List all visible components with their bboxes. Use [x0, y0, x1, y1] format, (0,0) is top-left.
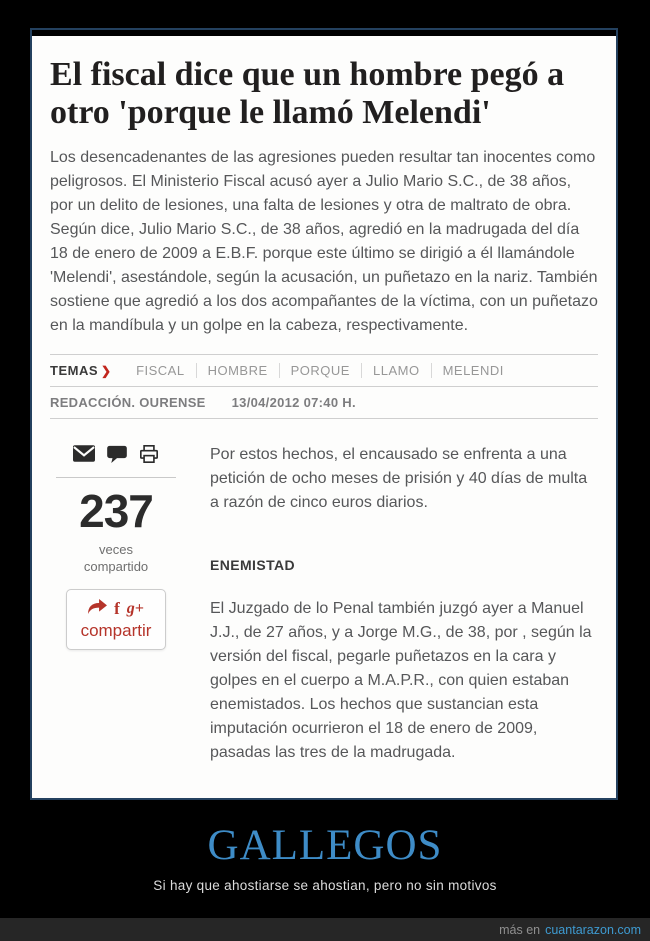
topics-bar	[50, 355, 598, 386]
byline-source: REDACCIÓN. OURENSE	[50, 395, 206, 411]
article-text-column	[182, 441, 598, 765]
share-arrow-icon	[88, 599, 107, 619]
topic-tag-melendi[interactable]: MELENDI	[442, 363, 504, 379]
topics-label: TEMAS	[50, 363, 98, 379]
share-column	[50, 441, 182, 765]
topic-tag-llamo[interactable]: LLAMO	[362, 363, 432, 378]
poster-subtitle: Si hay que ahostiarse se ahostian, pero no sin motivos	[153, 878, 497, 894]
article-content	[32, 36, 616, 765]
chevron-right-icon: ❯	[101, 363, 112, 378]
article-paragraph: El Juzgado de lo Penal también juzgó ayer a Manuel J.J., de 27 años, y a Jorge M.G., de 38, por , según la versión del fiscal, pegarle puñetazos en la cara y golpes en el cuerpo a M.A.P.R., con quien estaban enemistados. Los hechos que sustancian esta imputación ocurrieron el 18 de enero de 2009, pasadas las tres de la madrugada.	[210, 600, 592, 762]
share-count: 237	[79, 485, 153, 538]
divider	[50, 418, 598, 419]
share-button-icons	[81, 599, 152, 619]
watermark-site-link[interactable]: cuantarazon.com	[545, 922, 641, 937]
topic-tag-fiscal[interactable]: FISCAL	[125, 363, 197, 378]
article-screenshot-frame	[30, 28, 618, 800]
email-icon[interactable]	[73, 445, 95, 463]
article-subheading: ENEMISTAD	[210, 557, 296, 574]
article-headline: El fiscal dice que un hombre pegó a otro 'porque le llamó Melendi'	[50, 56, 565, 132]
article-tools	[50, 445, 182, 463]
print-icon[interactable]	[139, 445, 159, 463]
article-body-columns	[50, 441, 598, 765]
byline-datetime: 13/04/2012 07:40 H.	[231, 395, 356, 411]
article-intro: Los desencadenantes de las agresiones pueden resultar tan inocentes como peligrosos. El Ministerio Fiscal acusó ayer a Julio Mario S.C., de 38 años, por un delito de lesiones, una falta de lesiones y otra de maltrato de obra. Según dice, Julio Mario S.C., de 38 años, agredió en la madrugada del día 18 de enero de 2009 a E.B.F. porque este último se dirigió a él llamándole 'Melendi', asestándole, según la acusación, un puñetazo en la nariz. También sostiene que agredió a los dos acompañantes de la víctima, con un puñetazo en la mandíbula y un golpe en la cabeza, respectivamente.	[50, 149, 598, 335]
topic-tag-porque[interactable]: PORQUE	[280, 363, 362, 378]
share-count-caption: veces compartido	[83, 542, 149, 575]
byline-bar	[50, 387, 598, 418]
google-plus-icon: g+	[126, 600, 144, 618]
comment-icon[interactable]	[107, 445, 127, 463]
divider	[56, 477, 176, 478]
article-paragraph: Por estos hechos, el encausado se enfrenta a una petición de ocho meses de prisión y 40 días de multa a razón de cinco euros diarios.	[210, 446, 588, 512]
watermark-bar	[0, 918, 650, 941]
share-button-label: compartir	[80, 621, 152, 641]
share-button[interactable]	[66, 589, 167, 650]
topic-tag-hombre[interactable]: HOMBRE	[197, 363, 280, 378]
watermark-prefix: más en	[499, 922, 541, 937]
poster-caption	[0, 822, 650, 893]
facebook-icon: f	[114, 599, 120, 619]
poster-title: GALLEGOS	[207, 822, 443, 869]
